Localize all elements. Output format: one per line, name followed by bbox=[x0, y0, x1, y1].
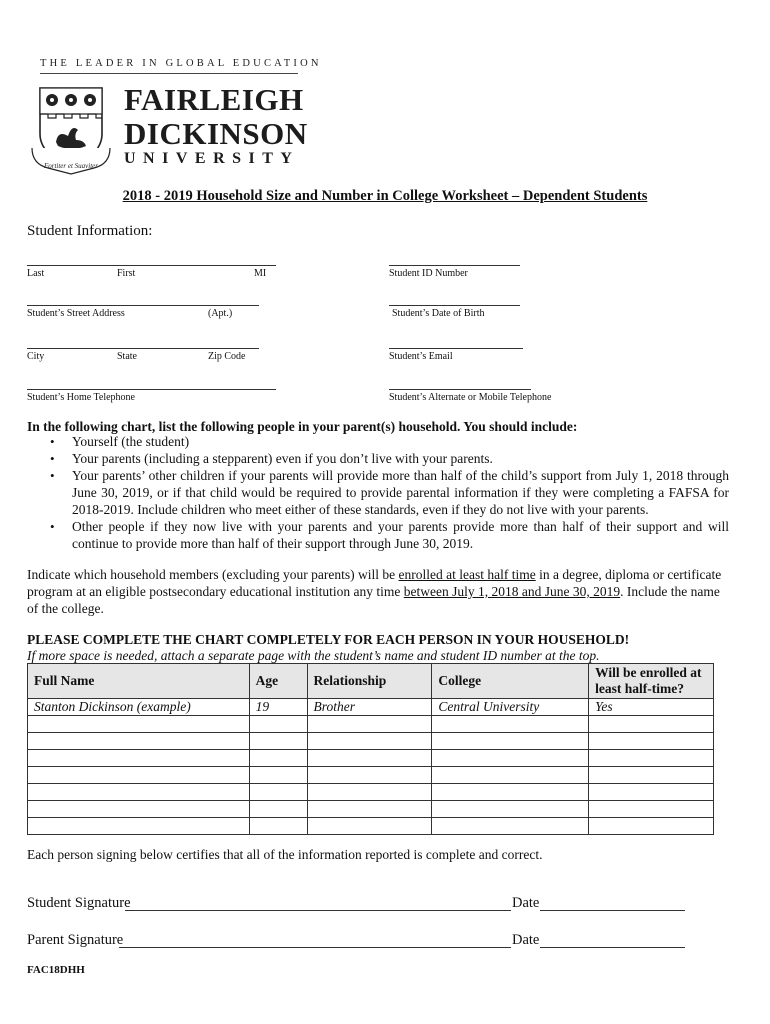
name-cell[interactable] bbox=[28, 801, 250, 818]
relationship-cell[interactable] bbox=[307, 716, 432, 733]
household-criteria-list bbox=[27, 433, 729, 552]
table-row bbox=[28, 767, 714, 784]
enrolled-header: Will be enrolled at least half-time? bbox=[589, 664, 714, 699]
enrollment-instructions: Indicate which household members (excluding your parents) will be enrolled at least half time in a degree, diploma or certificate program at an eligible postsecondary educational institution any time between July 1, 2018 and June 30, 2019. Include the name of the college. bbox=[27, 567, 722, 616]
name-cell[interactable] bbox=[28, 767, 250, 784]
relationship-cell[interactable] bbox=[307, 784, 432, 801]
form-code: FAC18DHH bbox=[27, 964, 85, 976]
college-cell[interactable] bbox=[432, 750, 589, 767]
relationship-cell[interactable] bbox=[307, 801, 432, 818]
state-label: State bbox=[117, 351, 137, 362]
enrolled-cell[interactable] bbox=[589, 784, 714, 801]
logo-name-line1: FAIRLEIGH bbox=[124, 82, 304, 117]
example-name-cell: Stanton Dickinson (example) bbox=[28, 699, 250, 716]
full-name-header: Full Name bbox=[28, 664, 250, 699]
worksheet-title: 2018 - 2019 Household Size and Number in College Worksheet – Dependent Students bbox=[122, 188, 648, 204]
college-cell[interactable] bbox=[432, 784, 589, 801]
street-address-label: Student’s Street Address bbox=[27, 308, 125, 319]
certification-statement: Each person signing below certifies that all of the information reported is complete and correct. bbox=[27, 847, 543, 862]
age-header: Age bbox=[249, 664, 307, 699]
name-cell[interactable] bbox=[28, 784, 250, 801]
alt-phone-input-line[interactable] bbox=[389, 389, 531, 390]
student-id-input-line[interactable] bbox=[389, 265, 520, 266]
logo-name-line2: DICKINSON bbox=[124, 116, 308, 151]
name-cell[interactable] bbox=[28, 818, 250, 835]
city-label: City bbox=[27, 351, 45, 362]
email-label: Student’s Email bbox=[389, 351, 453, 362]
parent-signature-line[interactable] bbox=[119, 947, 511, 948]
name-cell[interactable] bbox=[28, 733, 250, 750]
college-cell[interactable] bbox=[432, 801, 589, 818]
example-age-cell: 19 bbox=[249, 699, 307, 716]
college-header: College bbox=[432, 664, 589, 699]
home-phone-label: Student’s Home Telephone bbox=[27, 392, 135, 403]
example-enrolled-cell: Yes bbox=[589, 699, 714, 716]
tagline-rule bbox=[40, 73, 298, 74]
university-crest-logo bbox=[28, 84, 114, 176]
example-college-cell: Central University bbox=[432, 699, 589, 716]
age-cell[interactable] bbox=[249, 818, 307, 835]
student-date-line[interactable] bbox=[540, 910, 685, 911]
logo-name-line3: UNIVERSITY bbox=[124, 150, 300, 167]
enrolled-cell[interactable] bbox=[589, 801, 714, 818]
table-row bbox=[28, 801, 714, 818]
tagline: THE LEADER IN GLOBAL EDUCATION bbox=[40, 58, 322, 69]
dob-input-line[interactable] bbox=[389, 305, 520, 306]
table-row bbox=[28, 818, 714, 835]
student-info-heading: Student Information: bbox=[27, 223, 153, 239]
parent-date-label: Date bbox=[512, 932, 540, 948]
age-cell[interactable] bbox=[249, 750, 307, 767]
crest-motto: Fortiter et Suaviter bbox=[43, 162, 99, 170]
city-state-zip-input-line[interactable] bbox=[27, 348, 259, 349]
first-name-label: First bbox=[117, 268, 136, 279]
example-relationship-cell: Brother bbox=[307, 699, 432, 716]
age-cell[interactable] bbox=[249, 784, 307, 801]
enrolled-half-time-text: enrolled at least half time bbox=[398, 567, 536, 582]
age-cell[interactable] bbox=[249, 733, 307, 750]
household-chart bbox=[27, 663, 714, 835]
enrolled-cell[interactable] bbox=[589, 733, 714, 750]
relationship-cell[interactable] bbox=[307, 818, 432, 835]
list-item: • Other people if they now live with your parents and your parents provide more than half of their support and will continue to provide more than half of their support through June 30, 2019. bbox=[72, 518, 729, 552]
college-cell[interactable] bbox=[432, 818, 589, 835]
student-date-label: Date bbox=[512, 895, 540, 911]
dob-label: Student’s Date of Birth bbox=[392, 308, 485, 319]
age-cell[interactable] bbox=[249, 716, 307, 733]
student-signature-label: Student Signature bbox=[27, 895, 131, 911]
age-cell[interactable] bbox=[249, 801, 307, 818]
name-cell[interactable] bbox=[28, 750, 250, 767]
age-cell[interactable] bbox=[249, 767, 307, 784]
list-item: • Yourself (the student) bbox=[72, 433, 729, 450]
college-cell[interactable] bbox=[432, 733, 589, 750]
table-row bbox=[28, 716, 714, 733]
enrolled-cell[interactable] bbox=[589, 716, 714, 733]
list-item: • Your parents’ other children if your parents will provide more than half of the child’s support from July 1, 2018 through June 30, 2019, or if that child would be required to provide parental information if they were completing a FAFSA for 2018-2019. Include children who meet either of these standards, even if they do not live with your parents. bbox=[72, 467, 729, 518]
table-row bbox=[28, 784, 714, 801]
enrolled-cell[interactable] bbox=[589, 767, 714, 784]
college-cell[interactable] bbox=[432, 716, 589, 733]
date-range-text: between July 1, 2018 and June 30, 2019 bbox=[403, 584, 621, 599]
last-name-label: Last bbox=[27, 268, 45, 279]
student-signature-line[interactable] bbox=[125, 910, 511, 911]
list-item: • Your parents (including a stepparent) even if you don’t live with your parents. bbox=[72, 450, 729, 467]
table-row bbox=[28, 733, 714, 750]
table-row-example bbox=[28, 699, 714, 716]
apt-label: (Apt.) bbox=[208, 308, 233, 319]
parent-signature-label: Parent Signature bbox=[27, 932, 124, 948]
name-cell[interactable] bbox=[28, 716, 250, 733]
email-input-line[interactable] bbox=[389, 348, 523, 349]
chart-instructions-heading: In the following chart, list the following people in your parent(s) household. You should include: bbox=[27, 419, 578, 434]
address-input-line[interactable] bbox=[27, 305, 259, 306]
chart-header-row bbox=[28, 664, 714, 699]
alt-phone-label: Student’s Alternate or Mobile Telephone bbox=[389, 392, 552, 403]
relationship-cell[interactable] bbox=[307, 750, 432, 767]
complete-chart-notice: PLEASE COMPLETE THE CHART COMPLETELY FOR EACH PERSON IN YOUR HOUSEHOLD! bbox=[27, 632, 630, 647]
name-input-line[interactable] bbox=[27, 265, 276, 266]
parent-date-line[interactable] bbox=[540, 947, 685, 948]
home-phone-input-line[interactable] bbox=[27, 389, 276, 390]
zip-code-label: Zip Code bbox=[208, 351, 246, 362]
relationship-header: Relationship bbox=[307, 664, 432, 699]
table-row bbox=[28, 750, 714, 767]
extra-space-note: If more space is needed, attach a separate page with the student’s name and student ID number at the top. bbox=[27, 648, 600, 663]
student-id-label: Student ID Number bbox=[389, 268, 468, 279]
middle-initial-label: MI bbox=[254, 268, 267, 279]
enrolled-cell[interactable] bbox=[589, 818, 714, 835]
college-cell[interactable] bbox=[432, 767, 589, 784]
relationship-cell[interactable] bbox=[307, 733, 432, 750]
enrolled-cell[interactable] bbox=[589, 750, 714, 767]
relationship-cell[interactable] bbox=[307, 767, 432, 784]
